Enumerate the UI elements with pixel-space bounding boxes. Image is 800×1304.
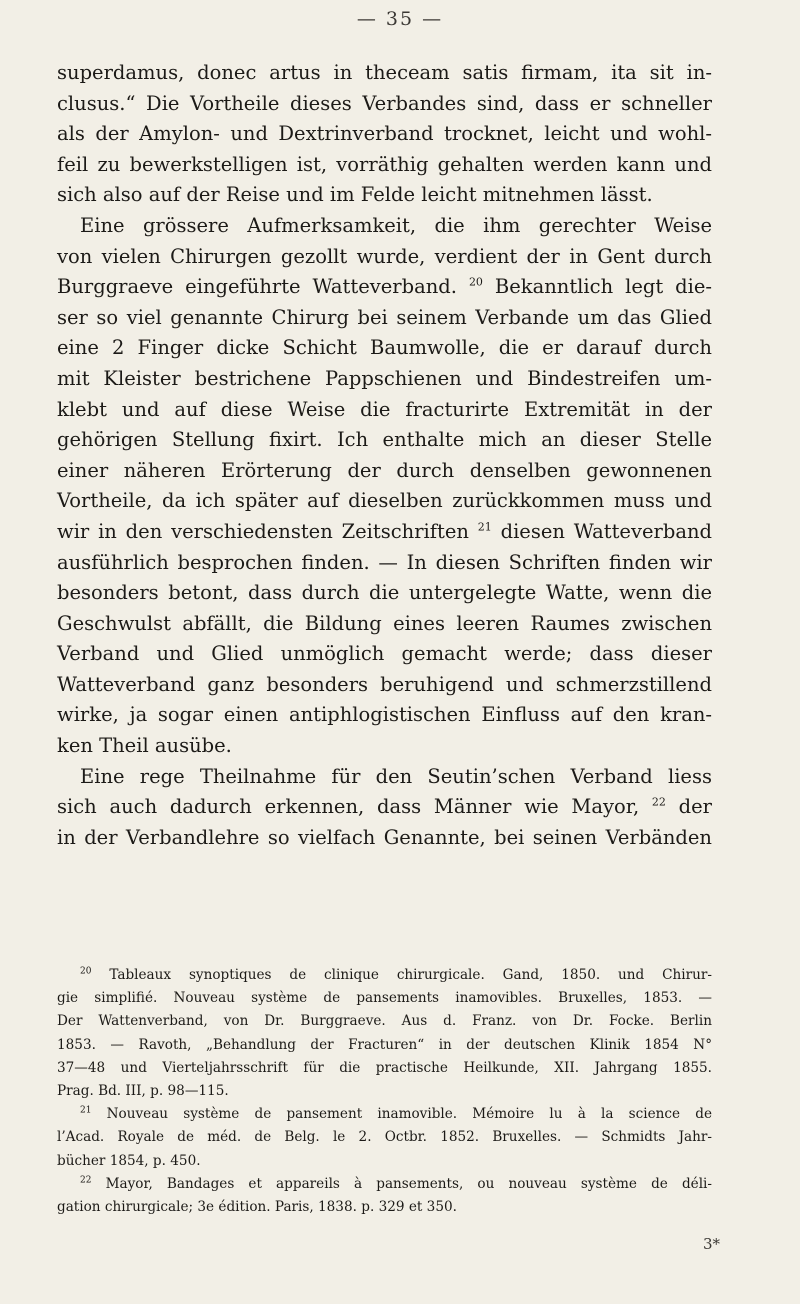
text-fragment: diesen Watteverband xyxy=(491,519,712,543)
text-line: ser so viel genannte Chirurg bei seinem Verbande um das Glied xyxy=(57,305,712,329)
text-line: wirke, ja sogar einen antiphlogistischen Einfluss auf den kran- xyxy=(57,703,712,727)
text-line: als der Amylon- und Dextrinverband trocknet, leicht und wohl- xyxy=(57,122,712,146)
text-line: Eine grössere Aufmerksamkeit, die ihm gerechter Weise xyxy=(80,213,712,237)
footnote-line: 37—48 und Vierteljahrsschrift für die practische Heilkunde, XII. Jahrgang 1855. xyxy=(57,1059,712,1076)
text-line: mit Kleister bestrichene Pappschienen und Bindestreifen um- xyxy=(57,366,712,390)
text-line: eine 2 Finger dicke Schicht Baumwolle, die er darauf durch xyxy=(57,336,712,360)
text-fragment: Bekanntlich legt die- xyxy=(482,275,713,299)
footnote-line: Prag. Bd. III, p. 98—115. xyxy=(57,1083,229,1100)
text-line: besonders betont, dass durch die untergelegte Watte, wenn die xyxy=(57,581,712,605)
text-line: Geschwulst abfällt, die Bildung eines leeren Raumes zwischen xyxy=(57,611,712,635)
text-fragment: Tableaux synoptiques de clinique chirurgicale. Gand, 1850. und Chirur- xyxy=(91,967,712,983)
signature-mark: 3* xyxy=(702,1235,720,1253)
text-fragment: Mayor, Bandages et appareils à pansements, ou nouveau système de déli- xyxy=(91,1175,712,1192)
text-line: ken Theil ausübe. xyxy=(57,734,232,758)
text-fragment: wir in den verschiedensten Zeitschriften xyxy=(57,519,478,543)
footnote-line xyxy=(57,1103,712,1126)
text-fragment: Burggraeve eingeführte Watteverband. xyxy=(57,275,469,299)
text-line: ausführlich besprochen finden. — In diesen Schriften finden wir xyxy=(57,550,712,574)
page-number: — 35 — xyxy=(356,8,444,30)
footnote-ref: 22 xyxy=(651,795,666,809)
text-line: superdamus, donec artus in theceam satis firmam, ita sit in- xyxy=(57,61,712,84)
text-line: Vortheile, da ich später auf dieselben zurückkommen muss und xyxy=(57,489,712,513)
footnote-line: Der Wattenverband, von Dr. Burggraeve. Aus d. Franz. von Dr. Focke. Berlin xyxy=(57,1013,712,1030)
text-fragment: der xyxy=(665,795,713,819)
text-fragment: sich auch dadurch erkennen, dass Männer wie Mayor, xyxy=(57,795,652,819)
footnote-marker: 20 xyxy=(80,966,92,977)
text-line: klebt und auf diese Weise die fracturirte Extremität in der xyxy=(57,397,712,421)
text-line: von vielen Chirurgen gezollt wurde, verdient der in Gent durch xyxy=(57,244,712,268)
text-line: clusus.“ Die Vortheile dieses Verbandes sind, dass er schneller xyxy=(57,91,712,115)
text-line: Watteverband ganz besonders beruhigend und schmerzstillend xyxy=(57,672,712,696)
footnote-line: gation chirurgicale; 3e édition. Paris, 1838. p. 329 et 350. xyxy=(57,1199,457,1216)
text-line: Eine rege Theilnahme für den Seutin’schen Verband liess xyxy=(80,764,712,788)
body-text xyxy=(57,58,712,853)
footnote-ref: 21 xyxy=(477,520,492,534)
footnote-line: l’Acad. Royale de méd. de Belg. le 2. Octbr. 1852. Bruxelles. — Schmidts Jahr- xyxy=(57,1129,712,1146)
footnote-ref: 20 xyxy=(468,275,483,289)
footnote-marker: 22 xyxy=(80,1175,92,1186)
footnotes xyxy=(57,964,712,1219)
footnote-line: 1853. — Ravoth, „Behandlung der Fracturen“ in der deutschen Klinik 1854 N° xyxy=(57,1036,712,1053)
text-line xyxy=(57,272,712,303)
footnote-line: gie simplifié. Nouveau système de pansements inamovibles. Bruxelles, 1853. — xyxy=(57,990,712,1007)
footnote-marker: 21 xyxy=(80,1105,92,1116)
text-line: sich also auf der Reise und im Felde leicht mitnehmen lässt. xyxy=(57,183,653,207)
footnote-line xyxy=(57,1173,712,1196)
text-line: gehörigen Stellung fixirt. Ich enthalte mich an dieser Stelle xyxy=(57,428,712,452)
text-line: Verband und Glied unmöglich gemacht werde; dass dieser xyxy=(57,642,712,666)
text-fragment: Nouveau système de pansement inamovible. Mémoire lu à la science de xyxy=(91,1106,712,1123)
text-line xyxy=(57,792,712,823)
text-line: einer näheren Erörterung der durch denselben gewonnenen xyxy=(57,458,712,482)
text-line: in der Verbandlehre so vielfach Genannte, bei seinen Verbänden xyxy=(57,825,712,849)
text-line xyxy=(57,517,712,548)
footnote-line xyxy=(57,964,712,987)
text-line: feil zu bewerkstelligen ist, vorräthig gehalten werden kann und xyxy=(57,152,712,176)
footnote-line: bücher 1854, p. 450. xyxy=(57,1152,201,1169)
